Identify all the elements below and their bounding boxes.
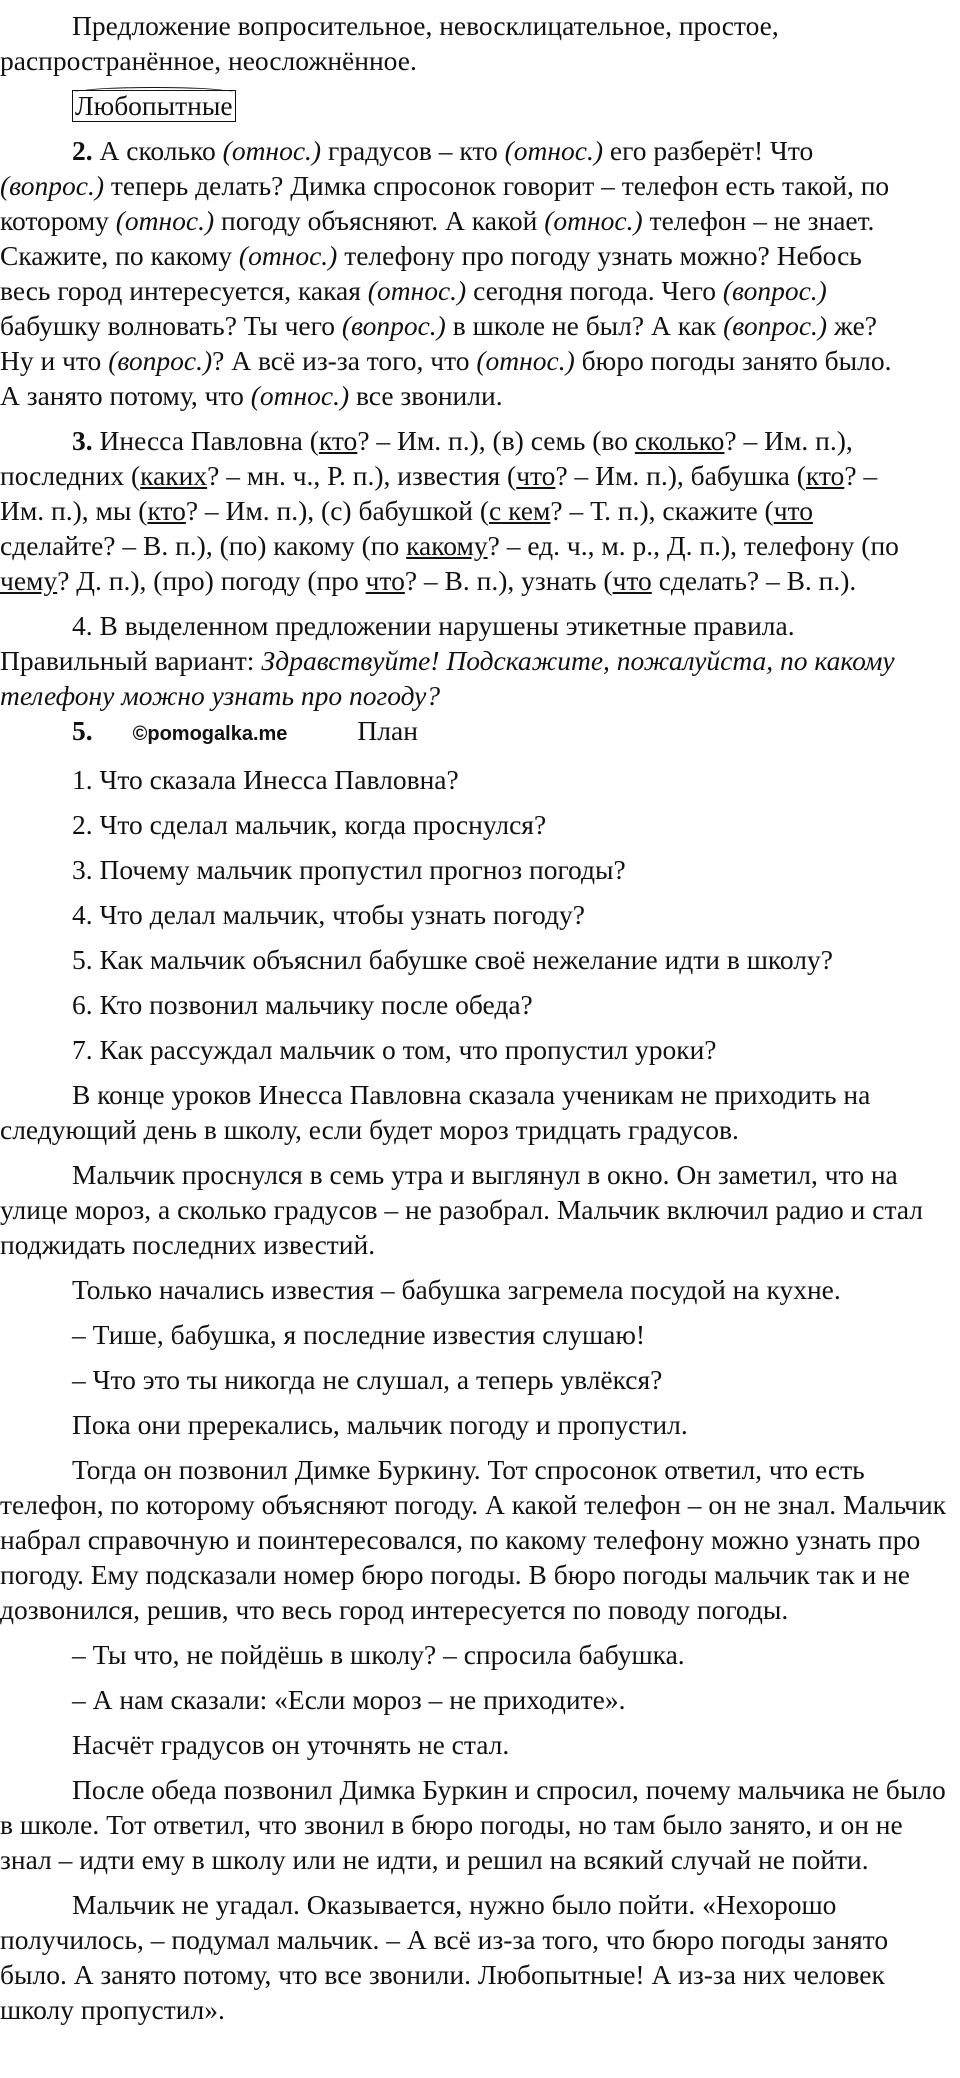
story-paragraph: – Тише, бабушка, я последние известия слушаю! — [72, 1319, 646, 1350]
task-2: 2. А сколько (относ.) градусов – кто (относ.) его разберёт! Что (вопрос.) теперь делать? Димка спросонок говорит – телефон есть такой, по которому (относ.) погоду объясняют. А какой (относ.) телефон – не знает. Скажите, по какому (относ.) телефону про погоду узнать можно? Небось весь город интересуется, какая (относ.) сегодня погода. Чего (вопрос.) бабушку волновать? Ты чего (вопрос.) в школе не был? А как (вопрос.) же? Ну и что (вопрос.)? А всё из-за того, что (относ.) бюро погоды занято было. А занято потому, что (относ.) все звонили. — [0, 135, 892, 411]
task-4: 4. В выделенном предложении нарушены этикетные правила. Правильный вариант: Здравствуйте! Подскажите, пожалуйста, по какому телефону можно узнать про погоду? — [0, 610, 895, 711]
story-paragraph: Насчёт градусов он уточнять не стал. — [72, 1729, 510, 1760]
story — [0, 1077, 960, 2027]
task-3-number: 3. — [72, 425, 93, 456]
plan-item: 4. Что делал мальчик, чтобы узнать погоду? — [72, 899, 585, 930]
morpheme-root-arc: Любопытные — [75, 90, 233, 121]
plan-item: 3. Почему мальчик пропустил прогноз погоды? — [72, 854, 626, 885]
boxed-word-line — [0, 88, 960, 123]
plan-item: 1. Что сказала Инесса Павловна? — [72, 764, 459, 795]
story-paragraph: – Ты что, не пойдёшь в школу? – спросила бабушка. — [72, 1639, 685, 1670]
plan-item: 6. Кто позвонил мальчику после обеда? — [72, 989, 533, 1020]
boxed-word — [72, 90, 236, 122]
story-paragraph: – Что это ты никогда не слушал, а теперь увлёкся? — [72, 1364, 663, 1395]
story-paragraph: Мальчик не угадал. Оказывается, нужно было пойти. «Нехорошо получилось, – подумал мальчик. – А всё из-за того, что бюро погоды занято было. А занято потому, что все звонили. Любопытные! А из-за них человек школу пропустил». — [0, 1889, 889, 2025]
story-paragraph: – А нам сказали: «Если мороз – не приходите». — [72, 1684, 626, 1715]
story-paragraph: Пока они пререкались, мальчик погоду и пропустил. — [72, 1409, 688, 1440]
intro-line-1: Предложение вопросительное, невосклицательное, простое, — [72, 10, 779, 41]
intro-line-2: распространённое, неосложнённое. — [0, 45, 417, 76]
plan-item: 7. Как рассуждал мальчик о том, что пропустил уроки? — [72, 1034, 717, 1065]
plan-item: 5. Как мальчик объяснил бабушке своё нежелание идти в школу? — [72, 944, 833, 975]
plan-list — [0, 762, 960, 1067]
task-3: 3. Инесса Павловна (кто? – Им. п.), (в) семь (во сколько? – Им. п.), последних (каких? – мн. ч., Р. п.), известия (что? – Им. п.), бабушка (кто? – Им. п.), мы (кто? – Им. п.), (с) бабушкой (с кем? – Т. п.), скажите (что сделайте? – В. п.), (по) какому (по какому? – ед. ч., м. р., Д. п.), телефону (по чему? Д. п.), (про) погоду (про что? – В. п.), узнать (что сделать? – В. п.). — [0, 425, 899, 596]
story-paragraph: Только начались известия – бабушка загремела посудой на кухне. — [72, 1274, 841, 1305]
plan-title: План — [357, 715, 418, 746]
story-paragraph: В конце уроков Инесса Павловна сказала ученикам не приходить на следующий день в школу, если будет мороз тридцать градусов. — [0, 1079, 871, 1145]
plan-item: 2. Что сделал мальчик, когда проснулся? — [72, 809, 547, 840]
story-paragraph: После обеда позвонил Димка Буркин и спросил, почему мальчика не было в школе. Тот ответил, что звонил в бюро погоды, но там было занято, и он не знал – идти ему в школу или не идти, и решил на всякий случай не пойти. — [0, 1774, 946, 1875]
story-paragraph: Мальчик проснулся в семь утра и выглянул в окно. Он заметил, что на улице мороз, а сколько градусов – не разобрал. Мальчик включил радио и стал поджидать последних известий. — [0, 1159, 923, 1260]
task-5-number: 5. — [72, 715, 93, 746]
watermark: ©pomogalka.me — [132, 723, 288, 745]
story-paragraph: Тогда он позвонил Димке Буркину. Тот спросонок ответил, что есть телефон, по которому объясняют погоду. А какой телефон – он не знал. Мальчик набрал справочную и поинтересовался, по какому телефону можно узнать про погоду. Ему подсказали номер бюро погоды. В бюро погоды мальчик так и не дозвонился, решив, что весь город интересуется по поводу погоды. — [0, 1454, 947, 1625]
task-5-header — [0, 713, 960, 752]
task-2-number: 2. — [72, 135, 93, 166]
